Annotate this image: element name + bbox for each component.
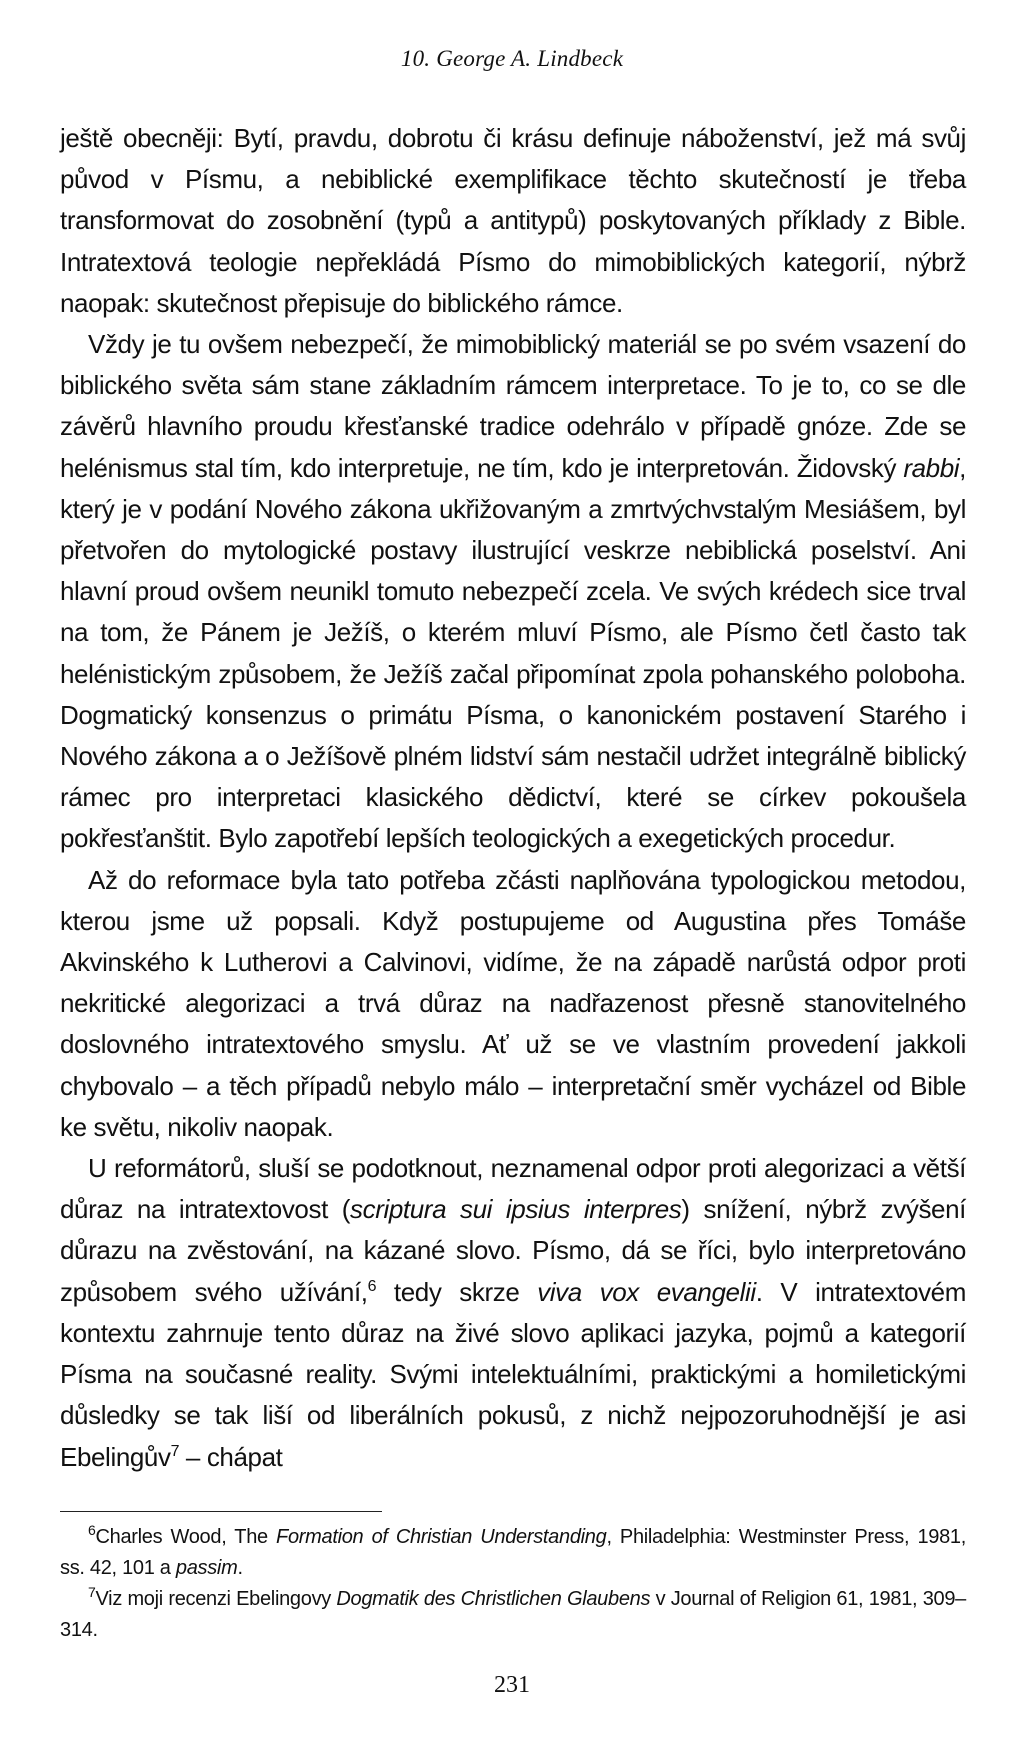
text-run: , který je v podání Nového zákona ukřižovaným a zmrtvýchvstalým Mesiášem, byl přetvořen do mytologické postavy ilustrující veskrze nebiblická poselství. Ani hlavní proud ovšem neunikl tomuto nebezpečí zcela. Ve svých krédech sice trval na tom, že Pánem je Ježíš, o kterém mluví Písmo, ale Písmo četl často tak helénistickým způsobem, že Ježíš začal připomínat zpola pohanského poloboha. Dogmatický konsenzus o primátu Písma, o kanonickém postavení Starého i Nového zákona a o Ježíšově plném lidství sám nestačil udržet integrálně biblický rámec pro interpretaci klasického dědictví, které se církev pokoušela pokřesťanštit. Bylo zapotřebí lepších teologických a exegetických procedur. [60,452,966,854]
footnote-ref-7: 7 [170,1442,180,1460]
footnote-marker: 7 [88,1584,96,1600]
page-number: 231 [494,1672,530,1698]
footnote-marker: 6 [88,1522,96,1538]
paragraph-1 [60,118,966,324]
text-run: ještě obecněji: Bytí, pravdu, dobrotu či krásu definuje náboženství, jež má svůj původ v Písmu, a nebiblické exemplifikace těchto skutečností je třeba transformovat do zosobnění (typů a antitypů) poskytovaných příklady z Bible. Intratextová teologie nepřekládá Písmo do mimobiblických kategorií, nýbrž naopak: skutečnost přepisuje do biblického rámce. [60,123,966,318]
paragraph-2 [60,324,966,860]
text-run: v Journal of Religion 61, 1981, 309–314. [60,1588,966,1641]
text-run-italic: rabbi [903,452,960,483]
text-run: . [237,1557,243,1579]
footnotes [60,1522,966,1646]
text-run: , Philadelphia: Westminster Press, 1981, ss. 42, 101 a [60,1526,967,1579]
footnote-6 [60,1522,966,1584]
text-run-italic: viva vox evangelii [537,1276,756,1307]
text-run: Charles Wood, The [95,1526,277,1548]
paragraph-3 [60,860,966,1148]
text-run: ) snížení, nýbrž zvýšení důrazu na zvěstování, na kázané slovo. Písmo, dá se říci, bylo interpretováno způsobem svého užívání, [60,1194,966,1307]
text-run-italic: scriptura sui ipsius interpres [350,1194,682,1225]
paragraph-4 [60,1148,966,1478]
text-run: Až do reformace byla tato potřeba zčásti naplňována typologickou metodou, kterou jsme už popsali. Když postupujeme od Augustina přes Tomáše Akvinského k Lutherovi a Calvinovi, vidíme, že na západě narůstá odpor proti nekritické alegorizaci a trvá důraz na nadřazenost přesně stanovitelného doslovného intratextového smyslu. Ať už se ve vlastním provedení jakkoli chybovalo – a těch případů nebylo málo – interpretační směr vycházel od Bible ke světu, nikoliv naopak. [60,864,966,1142]
running-head: 10. George A. Lindbeck [400,46,624,71]
text-run-italic: passim [175,1557,238,1579]
text-run-italic: Dogmatik des Christlichen Glaubens [336,1588,651,1610]
text-run: U reformátorů, sluší se podotknout, neznamenal odpor proti alegorizaci a větší důraz na intratextovost ( [60,1153,966,1225]
text-run: . V intratextovém kontextu zahrnuje tento důraz na živé slovo aplikaci jazyka, pojmů a kategorií Písma na současné reality. Svými intelektuálními, praktickými a homiletickými důsledky se tak liší od liberálních pokusů, z nichž nejpozoruhodnější je asi Ebelingův [60,1276,966,1472]
text-run-italic: Formation of Christian Understanding [276,1526,607,1548]
text-run: Vždy je tu ovšem nebezpečí, že mimobiblický materiál se po svém vsazení do biblického světa sám stane základním rámcem interpretace. To je to, co se dle závěrů hlavního proudu křesťanské tradice odehrálo v případě gnóze. Zde se helénismus stal tím, kdo interpretuje, ne tím, kdo je interpretován. Židovský [60,329,966,483]
footnote-ref-6: 6 [367,1277,377,1295]
footnote-7 [60,1584,966,1646]
body-text [60,118,966,1478]
footnote-divider [60,1511,382,1512]
text-run: – chápat [179,1441,283,1472]
text-run: tedy skrze [376,1276,538,1307]
text-run: Viz moji recenzi Ebelingovy [95,1588,337,1610]
